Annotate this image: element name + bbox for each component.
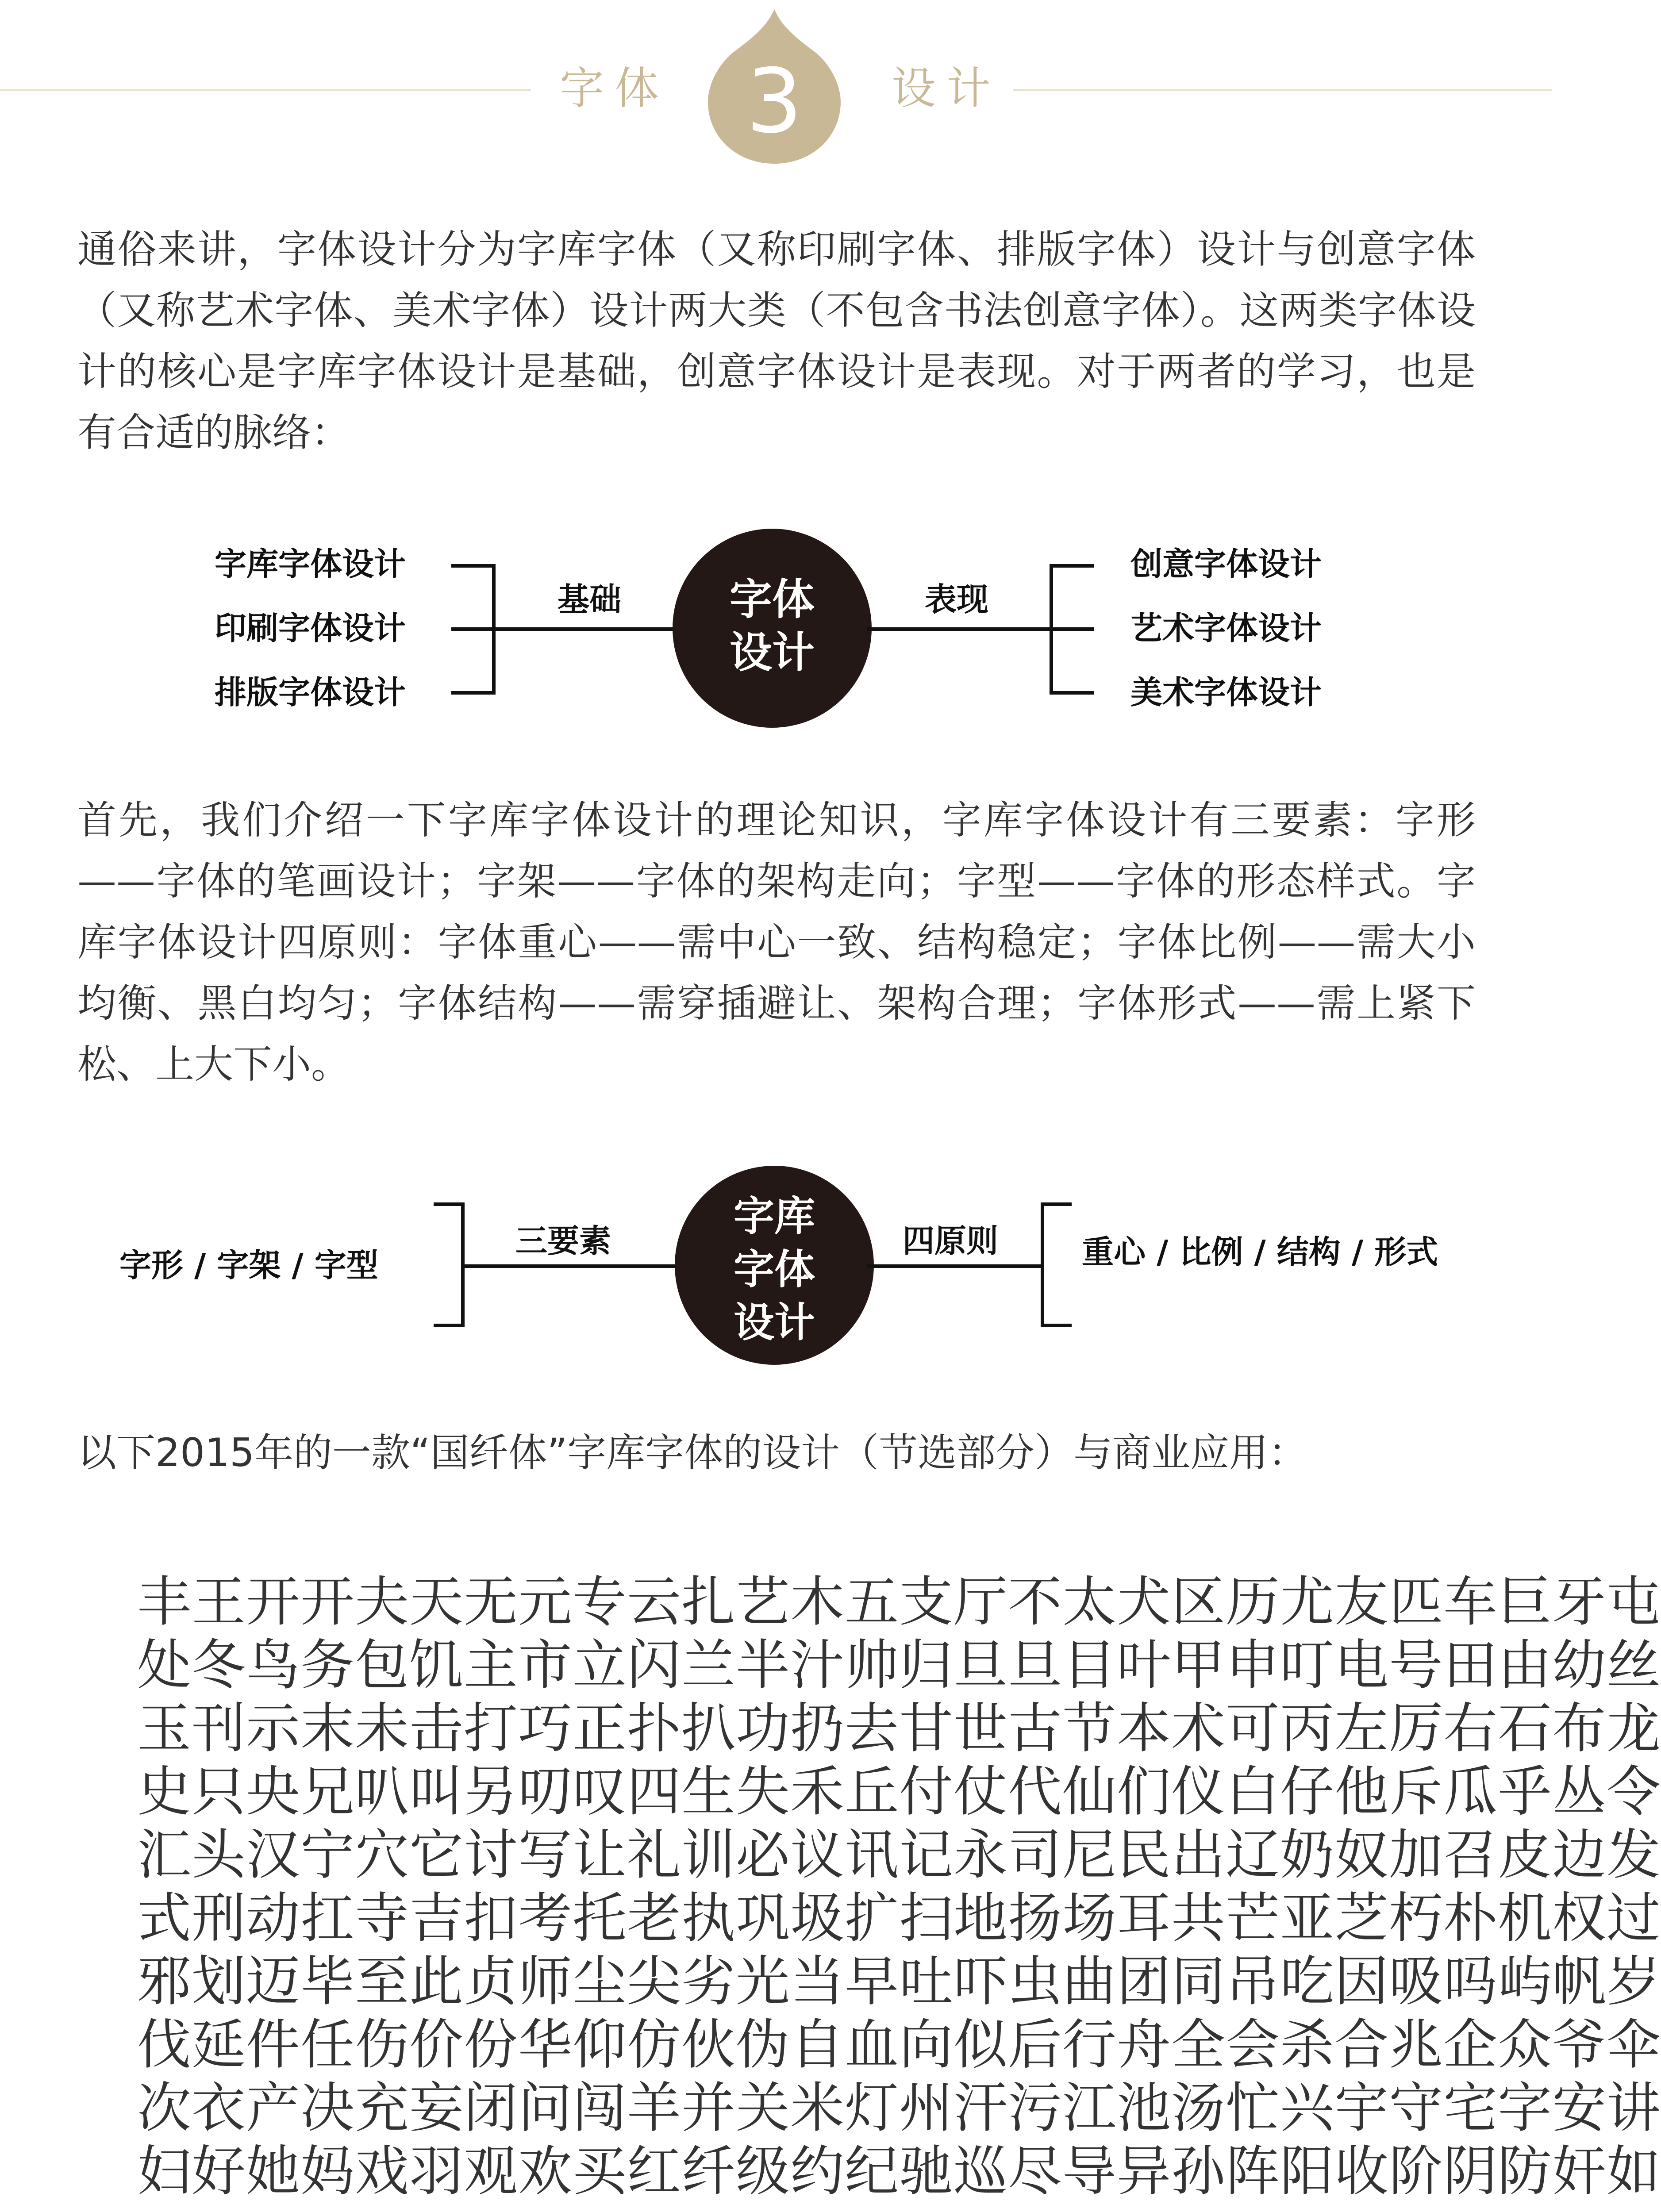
diagram1-right-item: 创意字体设计 (1130, 545, 1322, 583)
diagram1-right-item: 艺术字体设计 (1130, 610, 1322, 647)
diagram1-right-link: 表现 (925, 581, 989, 618)
diagram2-left-label: 字形 / 字架 / 字型 (119, 1247, 378, 1284)
diagram2-center-line2: 字体 (733, 1246, 815, 1293)
diagram1-left-item: 排版字体设计 (215, 674, 406, 711)
diagram1-left-link: 基础 (558, 581, 622, 618)
theory-paragraph: 首先，我们介绍一下字库字体设计的理论知识，字库字体设计有三要素：字形——字体的笔画设计；字架——字体的架构走向；字型——字体的形态样式。字库字体设计四原则：字体重心——需中心一致、结构稳定；字体比例——需大小均衡、黑白均匀；字体结构——需穿插避让、架构合理；字体形式——需上紧下松、上大下小。 (77, 797, 1476, 1087)
header-right-word: 设计 (892, 62, 1001, 114)
diagram1-center-line2: 设计 (730, 628, 815, 677)
char-grid-row: 处冬鸟务包饥主市立闪兰半汁帅归旦旦目叶甲申叮电号田由幼丝 (137, 1634, 1661, 1697)
diagram1-right-bracket-mid (1050, 627, 1094, 631)
diagram2-right-bracket-top (1041, 1202, 1072, 1206)
diagram1-left-connector (496, 627, 681, 631)
diagram1-right-connector (867, 627, 1053, 631)
char-grid-row: 邪划迈毕至此贞师尘尖劣光当早吐吓虫曲团同吊吃因吸吗屿帆岁 (137, 1950, 1661, 2013)
section-number: 3 (746, 50, 803, 153)
diagram2-left-connector (465, 1264, 681, 1268)
char-grid-row: 伐延件任伤价份华仰仿伙伪自血向似后行舟全会杀合兆企众爷伞 (137, 2013, 1661, 2076)
diagram1-right-bracket-top (1050, 564, 1094, 568)
char-grid-row: 汇头汉宁穴它讨写让礼训必议讯记永司尼民出辽奶奴加召皮边发 (137, 1824, 1661, 1886)
diagram2-right-link: 四原则 (903, 1222, 999, 1260)
diagram2-right-bracket-vertical (1041, 1202, 1044, 1327)
char-grid-row: 妇好她妈戏羽观欢买红纤级约纪驰巡尽导异孙阵阳收阶阴防奸如 (137, 2140, 1661, 2203)
intro-paragraph: 通俗来讲，字体设计分为字库字体（又称印刷字体、排版字体）设计与创意字体（又称艺术字体、美术字体）设计两大类（不包含书法创意字体）。这两类字体设计的核心是字库字体设计是基础，创意字体设计是表现。对于两者的学习，也是有合适的脉络： (77, 227, 1476, 455)
diagram1-left-item: 字库字体设计 (215, 545, 406, 583)
diagram1-right-item: 美术字体设计 (1130, 674, 1322, 711)
char-grid-row: 丰王开开夫天无元专云扎艺木五支厅不太犬区历尤友匹车巨牙屯 (137, 1571, 1661, 1633)
diagram2-right-bracket-bottom (1041, 1324, 1072, 1327)
diagram1-left-bracket-mid (451, 627, 496, 631)
diagram1-left-bracket (451, 564, 496, 568)
diagram2-left-bracket-vertical (461, 1202, 465, 1327)
char-grid-row: 次衣产决充妄闭问闯羊并关米灯州汗污江池汤忙兴宇守宅字安讲 (137, 2077, 1661, 2139)
diagram1-left-bracket-vertical (492, 564, 496, 695)
diagram1-left-bracket-bottom (451, 691, 496, 695)
diagram1-center-line1: 字体 (730, 575, 815, 624)
header-left-word: 字体 (560, 62, 669, 114)
diagram2-right-connector (867, 1264, 1044, 1268)
diagram2-center-line3: 设计 (733, 1299, 815, 1346)
diagram1-left-item: 印刷字体设计 (215, 610, 406, 647)
header-rule-right (1013, 89, 1552, 91)
diagram2-left-bracket-bottom (434, 1324, 465, 1327)
char-grid-row: 玉刊示末未击打巧正扑扒功扔去甘世古节本术可丙左厉右石布龙 (137, 1697, 1661, 1760)
diagram2-left-bracket-top (434, 1202, 465, 1206)
diagram2-left-link: 三要素 (515, 1222, 611, 1260)
char-grid-row: 史只央兄叭叫另叨叹四生失禾丘付仗代仙们仪白仔他斥瓜乎丛令 (137, 1760, 1661, 1823)
diagram2-center-line1: 字库 (733, 1193, 815, 1240)
diagram2-right-label: 重心 / 比例 / 结构 / 形式 (1082, 1233, 1438, 1271)
showcase-intro: 以下2015年的一款“国纤体”字库字体的设计（节选部分）与商业应用： (77, 1430, 1307, 1475)
header-rule-left (0, 89, 531, 91)
char-grid-row: 式刑动扛寺吉扣考托老执巩圾扩扫地扬场耳共芒亚芝朽朴机权过 (137, 1887, 1661, 1950)
diagram1-right-bracket-bottom (1050, 691, 1094, 695)
